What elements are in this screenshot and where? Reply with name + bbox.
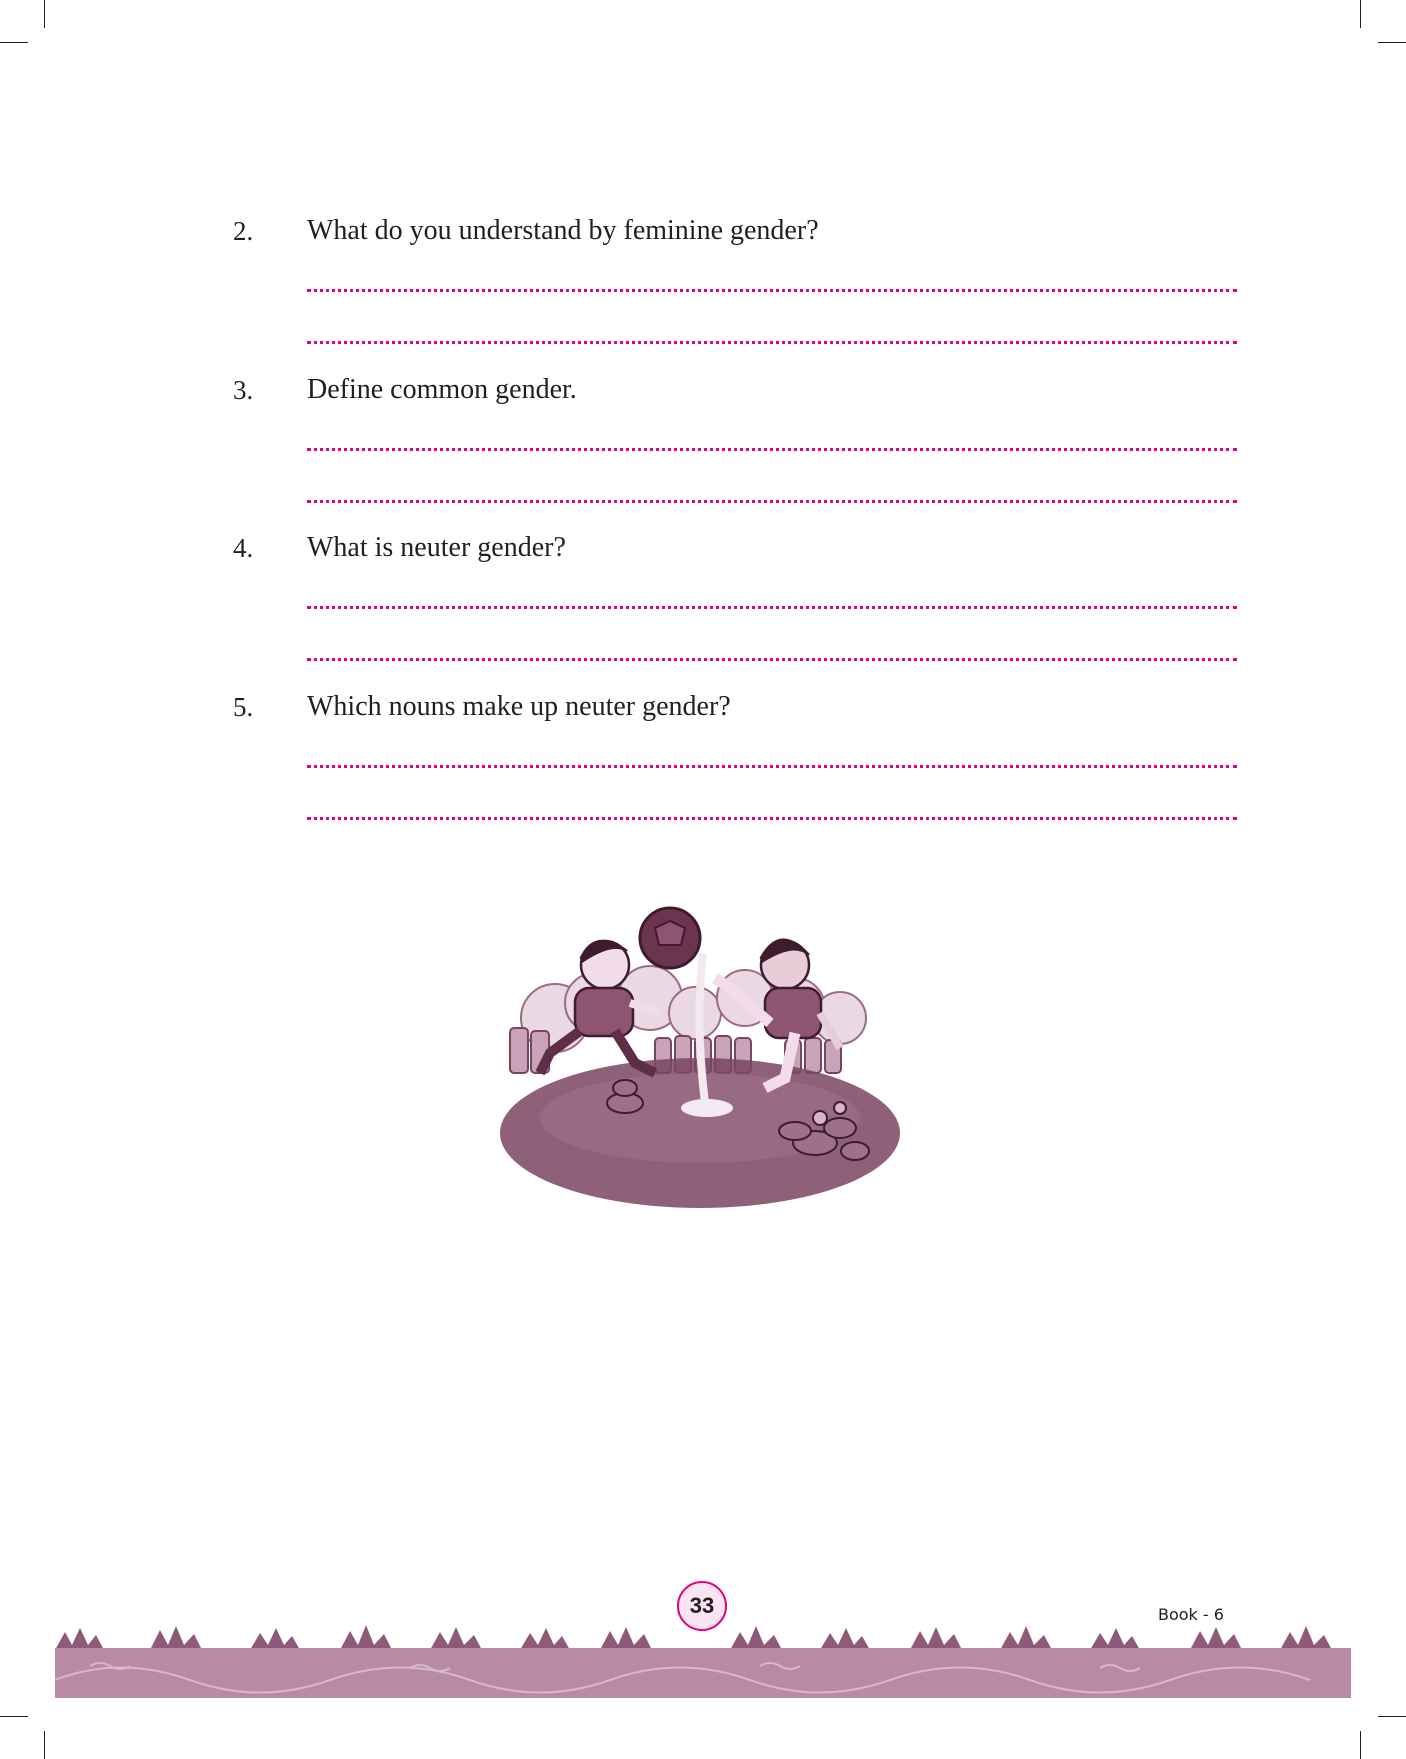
answer-line[interactable]: [307, 658, 1237, 661]
crop-mark-top-left-horizontal: [0, 42, 28, 43]
crop-mark-bottom-left-vertical: [44, 1731, 45, 1759]
crop-mark-top-right-horizontal: [1378, 42, 1406, 43]
crop-mark-bottom-right-horizontal: [1378, 1716, 1406, 1717]
question-text: Which nouns make up neuter gender?: [307, 691, 731, 722]
page-number-badge: 33: [677, 1581, 727, 1631]
answer-line[interactable]: [307, 448, 1237, 451]
answer-line[interactable]: [307, 606, 1237, 609]
answer-line[interactable]: [307, 289, 1237, 292]
boys-playing-football-illustration: [495, 903, 905, 1213]
question-number: 5.: [233, 692, 254, 722]
crop-mark-bottom-left-horizontal: [0, 1716, 28, 1717]
answer-line[interactable]: [307, 765, 1237, 768]
answer-line[interactable]: [307, 500, 1237, 503]
question-number: 4.: [233, 533, 254, 563]
question-text: What is neuter gender?: [307, 532, 566, 563]
question-number: 3.: [233, 375, 254, 405]
crop-mark-top-right-vertical: [1360, 0, 1361, 28]
question-text: What do you understand by feminine gender?: [307, 215, 819, 246]
crop-mark-top-left-vertical: [44, 0, 45, 28]
answer-line[interactable]: [307, 817, 1237, 820]
question-number: 2.: [233, 216, 254, 246]
crop-mark-bottom-right-vertical: [1360, 1731, 1361, 1759]
book-label: Book - 6: [1158, 1605, 1224, 1624]
question-text: Define common gender.: [307, 374, 577, 405]
answer-line[interactable]: [307, 341, 1237, 344]
